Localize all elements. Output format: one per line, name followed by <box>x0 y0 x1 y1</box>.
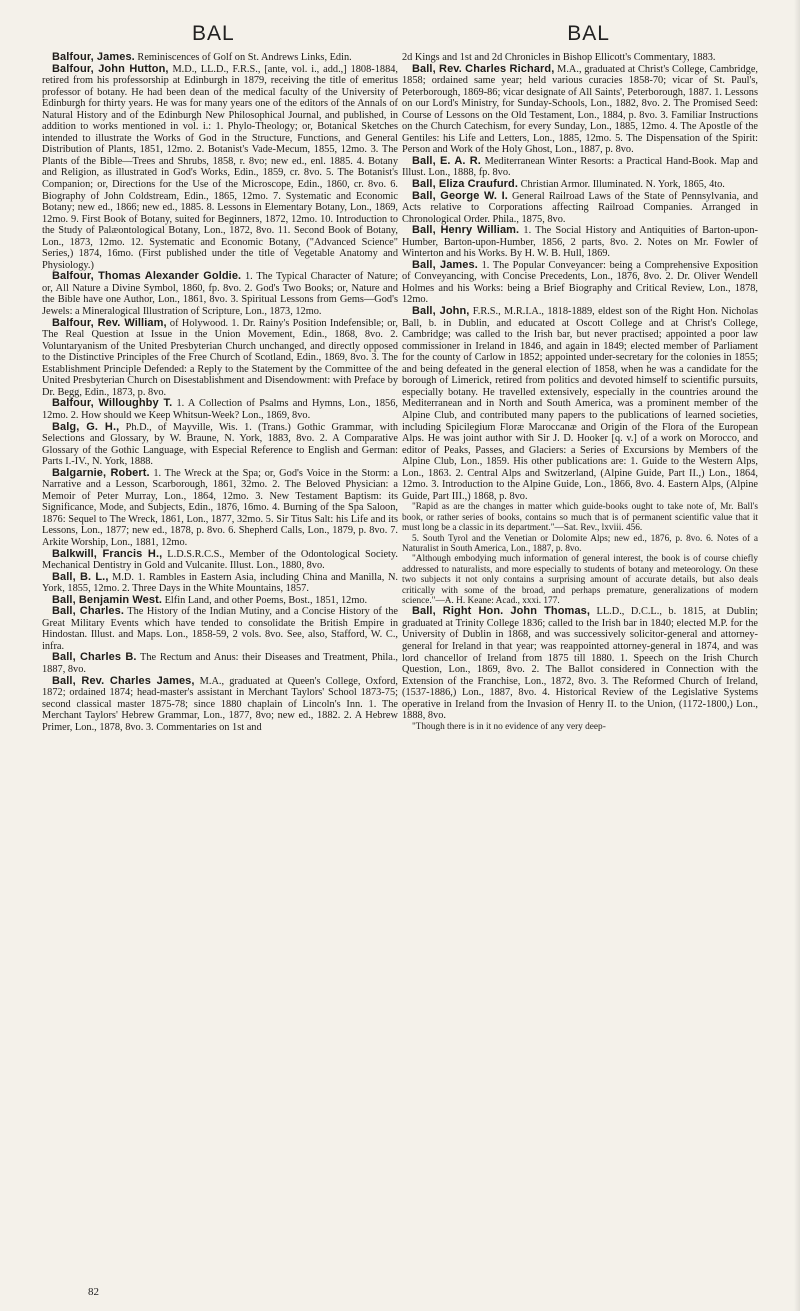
entry-headword: Ball, Right Hon. John Thomas, <box>412 605 591 618</box>
entry-headword: Balfour, James. <box>52 51 135 63</box>
entry-text: Christian Armor. Illuminated. N. York, 1865, 4to. <box>518 179 725 191</box>
entry-quote: "Though there is in it no evidence of any very deep- <box>412 721 606 732</box>
bio-entry <box>42 468 398 549</box>
entry-text: M.D. 1. Rambles in Eastern Asia, including China and Manilla, N. York, 1855, 12mo. 2. Three Days in the White Mountains, 1857. <box>42 571 398 595</box>
bio-entry <box>402 156 758 179</box>
bio-entry <box>42 422 398 468</box>
entry-text: 1. The Popular Conveyancer: being a Comprehensive Exposition of Conveyancing, with Concise Precedents, Lon., 1876, 8vo. 2. Dr. Oliver Wendell Holmes and his Works: being a Brief Biography and Critical Review, Lon., 1878, 12mo. <box>402 259 759 306</box>
entry-text: The History of the Indian Mutiny, and a Concise History of the Great Military Events which have tended to consolidate the British Empire in Hindostan. Illust. and Maps. Lon., 1858-59, 2 vols. 8vo. See, also, Stafford, W. C., infra. <box>42 606 398 652</box>
entry-quote: "Rapid as are the changes in matter which guide-books ought to take note of, Mr. Ball's book, or rather series of books, contains so much that is of permanent scientific value that it must long be a classic in its department."—Sat. Rev., lxviii. 456. <box>402 502 758 534</box>
entry-headword: Ball, Benjamin West. <box>52 593 162 606</box>
entry-text: Mediterranean Winter Resorts: a Practical Hand-Book. Map and Illust. Lon., 1888, fp. 8vo. <box>402 155 758 179</box>
entry-text: 1. A Collection of Psalms and Hymns, Lon., 1856, 12mo. 2. How should we Keep Whitsun-Week? Lon., 1869, 8vo. <box>42 398 398 421</box>
entry-text: M.D., LL.D., F.R.S., [ante, vol. i., add.,] 1808-1884, retired from his professorship at Edinburgh in 1879, receiving the title of emeritus professor of botany. He had been dean of the medical faculty of the University of Edinburgh for thirty years. He was for many years one of the editors of the Annals of Natural History and of the Edinburgh New Philosophical Journal, and published, in addition to works mentioned in vol. i.: 1. Phylo-Theology; or, Botanical Sketches intended to illustrate the Works of God in the Structure, Functions, and General Distribution of Plants, 1851, 12mo. 2. Botanist's Vade-Mecum, 1855, 12mo. 3. The Plants of the Bible—Trees and Shrubs, 1858, r. 8vo; new ed., enl. 1885. 4. Botany and Religion, as illustrated in God's Works, Edin., 1859, cr. 8vo. 5. The Botanist's Companion; or, Directions for the Use of the Microscope, Edin., 1860, cr. 8vo. 6. Biography of John Coldstream, Edin., 1865, 12mo. 7. Systematic and Economic Botany; new ed., 1866; new ed., 1885. 8. Lessons in Elementary Botany, Lon., 1869, 12mo. 9. First Book of Botany, suited for Beginners, 1872, 12mo. 10. Introduction to the Study of Palæontological Botany, Lon., 1872, 8vo. 11. Second Book of Botany, Lon., 1873, 12mo. 12. Systematic and Economic Botany, ("Advanced Science" Series,) 1874, 16mo. (First published under the title of Vegetable Anatomy and Physiology.) <box>42 63 398 271</box>
right-column <box>402 52 758 732</box>
entry-text: Reminiscences of Golf on St. Andrews Links, Edin. <box>134 52 352 63</box>
entry-text: Ph.D., of Mayville, Wis. 1. (Trans.) Gothic Grammar, with Selections and Glossary, by W. Braune, N. York, 1883, 8vo. 2. A Comparative Glossary of the Gothic Language, with Especial Reference to English and German: Parts I.-IV., N. York, 1888. <box>42 421 398 468</box>
entry-headword: Balkwill, Francis H., <box>52 547 163 560</box>
entry-headword: Ball, Charles. <box>52 605 124 618</box>
bio-entry <box>42 398 398 421</box>
entry-quote: 5. South Tyrol and the Venetian or Dolomite Alps; new ed., 1876, p. 8vo. 6. Notes of a Naturalist in South America, Lon., 1887, p. 8vo. <box>402 533 758 554</box>
entry-headword: Ball, Charles B. <box>52 651 137 664</box>
entry-headword: Ball, James. <box>412 258 478 271</box>
page-edge-shadow <box>794 0 800 1311</box>
bio-entry <box>42 676 398 734</box>
bio-entry <box>42 64 398 272</box>
entry-text: General Railroad Laws of the State of Pennsylvania, and Acts relative to Corporations affecting Railroad Companies. Arranged in Chronological Order. Phila., 1875, 8vo. <box>402 190 759 225</box>
bio-entry <box>42 606 398 652</box>
bio-entry <box>42 271 398 317</box>
bio-entry <box>42 652 398 675</box>
running-head-right: BAL <box>567 22 610 45</box>
entry-text: 1. The Wreck at the Spa; or, God's Voice in the Storm: a Narrative and a Lesson, Scarborough, 1861, 32mo. 2. The Beloved Physician: a Memoir of Peter Murray, Lon., 1864, 12mo. 3. New Testament Baptism: its Significance, Mode, and Subjects, Edin., 1876, 16mo. 4. Burning of the Spa Saloon, 1876: Sequel to The Wreck, 1861, Lon., 1877, 32mo. 5. Sir Titus Salt: his Life and its Lessons, Lon., 1877; new ed., 1878, p. 8vo. 6. Shepherd Calls, Lon., 1879, p. 8vo. 7. Arkite Worship, Lon., 1881, 12mo. <box>42 467 399 548</box>
entry-text: M.A., graduated at Queen's College, Oxford, 1872; ordained 1874; head-master's assistant in Merchant Taylors' School 1873-75; second classical master 1875-78; since 1880 chaplain of Lincoln's Inn. 1. The Merchant Taylors' Hebrew Grammar, Lon., 1877, 8vo; new ed., 1882. 2. A Hebrew Primer, Lon., 1878, 8vo. 3. Commentaries on 1st and <box>42 675 398 733</box>
bio-entry <box>402 191 758 226</box>
entry-quote: "Although embodying much information of general interest, the book is of course chiefly addressed to naturalists, and more especially to students of botany and meteorology. On these two subjects it not only contains a surprising amount of accurate details, but also deals critically with some of the broad, and perhaps premature, generalizations of modern science."—A. H. Keane: Acad., xxxi. 177. <box>402 554 758 606</box>
bio-entry <box>402 606 758 732</box>
entry-headword: Balfour, Willoughby T. <box>52 397 173 410</box>
entry-headword: Ball, Henry William. <box>412 224 520 237</box>
entry-headword: Ball, George W. I. <box>412 189 508 202</box>
entry-text: M.A., graduated at Christ's College, Cambridge, 1858; ordained same year; held various curacies 1858-70; vicar of St. Paul's, Peterborough, 1869-86; vicar designate of All Saints', Peterborough, 1887. 1. Lessons on our Lord's Ministry, for Sunday-Schools, Lon., 1882, 8vo. 2. The Promised Seed: Course of Lessons on the Old Testament, Lon., 1884, p. 8vo. 3. Familiar Instructions on the Church Catechism, for every Sunday, Lon., 1885, 12mo. 4. The Apostle of the Gentiles: his Life and Letters, Lon., 1885, 12mo. 5. The Dispensation of the Spirit: Person and Work of the Holy Ghost, Lon., 1887, p. 8vo. <box>402 63 759 156</box>
running-head-left: BAL <box>192 22 235 45</box>
entry-headword: Balfour, Thomas Alexander Goldie. <box>52 270 242 283</box>
entry-text: LL.D., D.C.L., b. 1815, at Dublin; graduated at Trinity College 1836; called to the Irish bar in 1840; elected M.P. for the University of Dublin in 1868, and was successively solicitor-general and attorney-general for Ireland in that year; was reappointed attorney-general in 1874, and was lord chancellor of Ireland from 1875 till 1880. 1. Speech on the Irish Church Question, Lon., 1869, 8vo. 2. The Ballot considered in Connection with the Extension of the Franchise, Lon., 1872, 8vo. 3. The Reformed Church of Ireland, (1537-1886,) Lon., 1887, 8vo. 4. Historical Review of the Legislative Systems operative in Ireland from the Invasion of Henry II. to the Union, (1172-1800,) Lon., 1888, 8vo. <box>402 606 758 722</box>
bio-entry <box>402 306 758 606</box>
page-number: 82 <box>88 1286 99 1298</box>
entry-headword: Balgarnie, Robert. <box>52 466 150 479</box>
entry-headword: Balg, G. H., <box>52 420 120 433</box>
entry-headword: Ball, Rev. Charles Richard, <box>412 62 555 75</box>
entry-text: F.R.S., M.R.I.A., 1818-1889, eldest son of the Right Hon. Nicholas Ball, b. in Dublin, and educated at Oscott College and at Christ's College, Cambridge; was called to the Irish bar, but never practised; appointed a poor law commissioner in Ireland in 1846, and again in 1849; elected member of Parliament for the county of Carlow in 1852; appointed under-secretary for the colonies in 1855; and being defeated in the general election of 1858, when he was a candidate for the borough of Limerick, retired from politics and devoted himself to scientific pursuits, especially botany. He travelled extensively, especially in the countries around the Mediterranean and in North and South America, was a prominent member of the Alpine Club, and contributed many papers to the publications of learned societies, including Spicilegium Floræ Maroccanæ and Origin of the Flora of the European Alps. He was joint author with Sir J. D. Hooker [q. v.] of a work on Morocco, and editor of Peaks, Passes, and Glaciers: a Series of Excursions by Members of the Alpine Club, Lon., 1859. His other publications are: 1. Guide to the Western Alps, Lon., 1863. 2. Central Alps and Switzerland, (Alpine Guide, Part II.,) Lon., 1864, 12mo. 3. Introduction to the Alpine Guide, Lon., 1866, 8vo. 4. Eastern Alps, (Alpine Guide, Part III.,) 1868, p. 8vo. <box>402 306 758 502</box>
running-head <box>40 22 760 52</box>
entry-text: L.D.S.R.C.S., Member of the Odontological Society. Mechanical Dentistry in Gold and Vulcanite. Illust. Lon., 1880, 8vo. <box>42 548 398 572</box>
bio-entry <box>42 572 398 595</box>
bio-entry <box>402 64 758 156</box>
bio-entry <box>42 549 398 572</box>
left-column <box>42 52 398 733</box>
bio-entry <box>402 260 758 306</box>
entry-text: 1. The Typical Character of Nature; or, All Nature a Divine Symbol, 1860, fp. 8vo. 2. God's Two Books; or, Nature and the Bible have one Author, Lon., 1861, 8vo. 3. Spiritual Lessons from Gems—God's Jewels: a Mineralogical Illustration of Scripture, Lon., 1873, 12mo. <box>42 271 399 318</box>
entry-headword: Ball, John, <box>412 305 470 318</box>
entry-headword: Balfour, Rev. William, <box>52 316 167 329</box>
entry-headword: Ball, Eliza Craufurd. <box>412 178 519 191</box>
entry-text: 1. The Social History and Antiquities of Barton-upon-Humber, Barton-upon-Humber, 1856, 2 parts, 8vo. 2. Notes on Mr. Fowler of Winterton and his Works. By H. W. B. Hull, 1869. <box>402 225 758 260</box>
entry-text: of Holywood. 1. Dr. Rainy's Position Indefensible; or, The Real Question at Issue in the Union Movement, Edin., 1868, 8vo. 2. Voluntaryanism of the United Presbyterian Church unchanged, and directly opposed to the Distinctive Principles of the Free Church of Scotland, Edin., 1869, 8vo. 3. The Establishment Principle Defended: a Reply to the Statement by the Committee of the United Presbyterian Church on Disestablishment and Disendowment: with Preface by Dr. Begg, Edin., 1873, p. 8vo. <box>42 317 398 398</box>
entry-text: The Rectum and Anus: their Diseases and Treatment, Phila., 1887, 8vo. <box>42 652 398 675</box>
bio-entry <box>42 318 398 399</box>
entry-headword: Ball, Rev. Charles James, <box>52 674 195 687</box>
bio-entry <box>402 225 758 260</box>
entry-headword: Balfour, John Hutton, <box>52 62 169 75</box>
entry-headword: Ball, E. A. R. <box>412 154 481 167</box>
entry-text: 2d Kings and 1st and 2d Chronicles in Bishop Ellicott's Commentary, 1883. <box>402 52 716 63</box>
entry-text: Elfin Land, and other Poems, Bost., 1851, 12mo. <box>162 594 368 606</box>
entry-headword: Ball, B. L., <box>52 570 109 583</box>
